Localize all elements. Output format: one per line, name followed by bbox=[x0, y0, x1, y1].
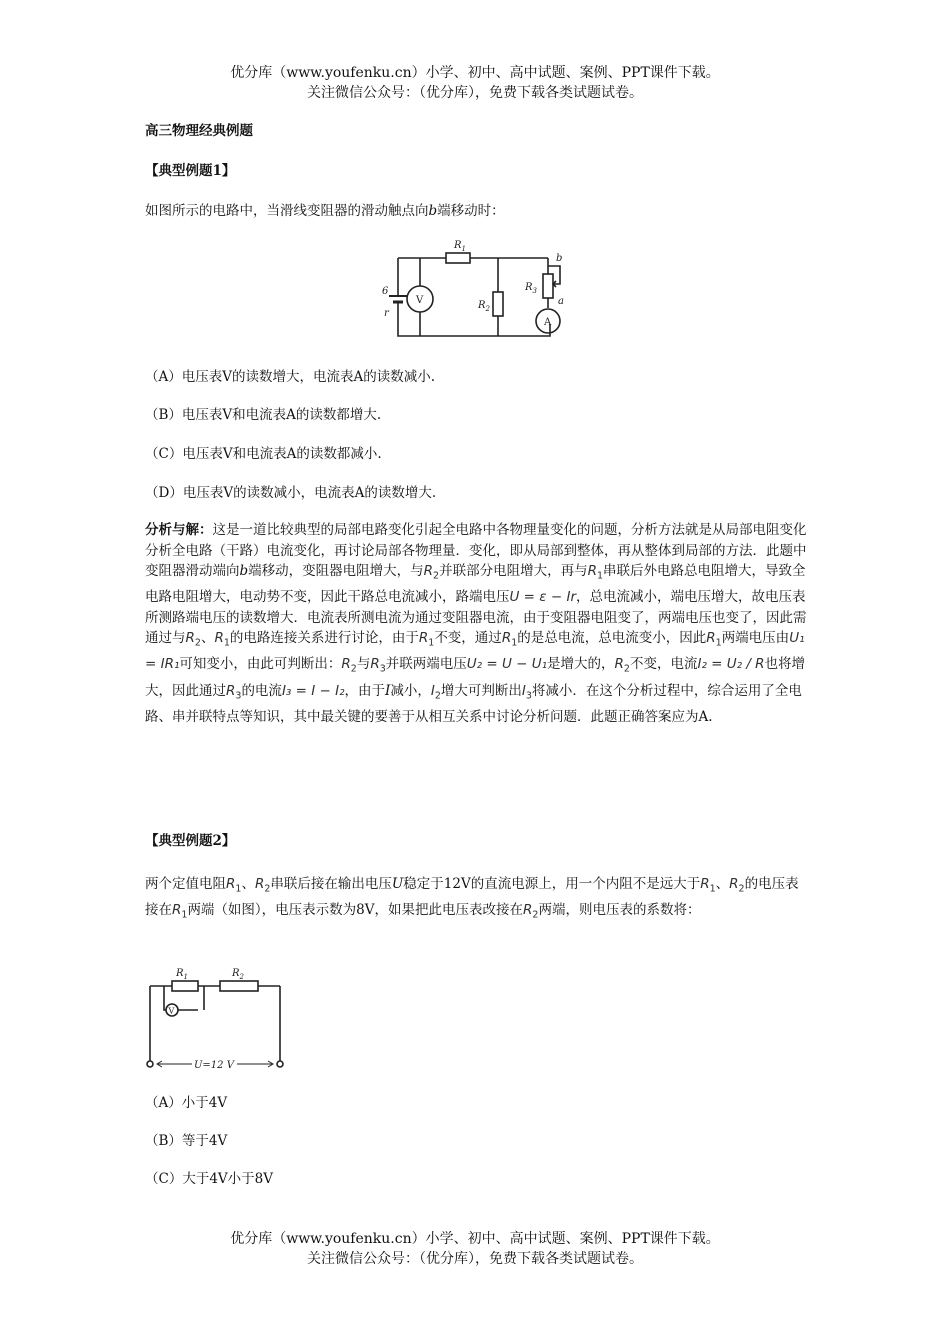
analysis-label: 分析与解： bbox=[145, 522, 213, 538]
ex1-option-c: （C）电压表V和电流表A的读数都减小. bbox=[145, 446, 382, 462]
label-r1-fig2: $R_1$ bbox=[176, 968, 188, 981]
question-var: b bbox=[428, 203, 438, 219]
label-internal-r: r bbox=[384, 308, 389, 319]
equation-i2: I₂ = U₂ / R bbox=[697, 656, 765, 673]
ex2-option-c: （C）大于4V小于8V bbox=[145, 1171, 274, 1187]
ammeter-label: A bbox=[544, 317, 552, 328]
question-text-end: 端移动时： bbox=[437, 203, 505, 219]
ex1-option-d: （D）电压表V的读数减小，电流表A的读数增大. bbox=[145, 485, 437, 501]
voltmeter-label-fig2: V bbox=[168, 1006, 175, 1016]
example-2-heading: 【典型例题2】 bbox=[145, 833, 236, 849]
label-r2-fig2: $R_2$ bbox=[232, 968, 244, 981]
label-r1: $R_1$ bbox=[454, 240, 466, 253]
voltmeter-label: V bbox=[416, 295, 424, 306]
supply-voltage-label: U=12 V bbox=[194, 1060, 234, 1071]
example-1-heading: 【典型例题1】 bbox=[145, 163, 236, 179]
label-b: b bbox=[556, 253, 563, 264]
ex2-option-a: （A）小于4V bbox=[145, 1095, 228, 1111]
circuit-diagram-1 bbox=[370, 236, 580, 354]
ex1-option-b: （B）电压表V和电流表A的读数都增大. bbox=[145, 407, 382, 423]
question-text: 如图所示的电路中，当滑线变阻器的滑动触点向 bbox=[145, 203, 429, 219]
equation-u2: U₂ = U − U₁ bbox=[466, 656, 548, 673]
header-line-1: 优分库（www.youfenku.cn）小学、初中、高中试题、案例、PPT课件下载。 bbox=[230, 65, 720, 81]
label-emf: 6 bbox=[382, 286, 389, 297]
equation-u: U = ε − Ir bbox=[509, 589, 576, 606]
ex2-option-b: （B）等于4V bbox=[145, 1133, 228, 1149]
doc-title: 高三物理经典例题 bbox=[145, 123, 253, 139]
equation-i3: I₃ = I − I₂ bbox=[281, 682, 345, 699]
equation-u1: U₁ = IR₁ bbox=[145, 630, 805, 673]
label-a: a bbox=[558, 296, 564, 307]
label-r3: $R_3$ bbox=[525, 282, 537, 295]
example-2-question: 两个定值电阻$R_1$、$R_2$串联后接在输出电压U稳定于12V的直流电源上，用一个内阻不是远大于$R_1$、$R_2$的电压表接在$R_1$两端（如图），电压表示数为8V，如果把此电压表改接在$R_2$两端，则电压表的系数将： bbox=[145, 876, 799, 921]
ex1-analysis: 分析与解：这是一道比较典型的局部电路变化引起全电路中各物理量变化的问题，分析方法就是从局部电阻变化分析全电路（干路）电流变化，再讨论局部各物理量．变化，即从局部到整体，再从整体到局部的方法．此题中变阻器滑动端向b端移动，变阻器电阻增大，与$R_2$并联部分电阻增大，再与$R_1$串联后外电路总电阻增大，导致全电路电阻增大，电动势不变，因此干路总电流减小，路端电压U = ε − Ir，总电流减小，端电压增大，故电压表所测路端电压的读数增大．电流表所测电流为通过变阻器电流，由于变阻器电阻变了，两端电压也变了，因此需通过与$R_2$、$R_1$的电路连接关系进行讨论，由于$R_1$不变，通过$R_1$的是总电流，总电流变小，因此$R_1$两端电压由U₁ = IR₁可知变小，由此可判断出：$R_2$与$R_3$并联两端电压U₂ = U − U₁是增大的，$R_2$不变，电流I₂ = U₂ / R也将增大，因此通过$R_3$的电流I₃ = I − I₂，由于I减小，$I_2$增大可判断出$I_3$将减小．在这个分析过程中，综合运用了全电路、串并联特点等知识，其中最关键的要善于从相互关系中讨论分析问题．此题正确答案应为A. bbox=[145, 522, 807, 725]
circuit-diagram-2 bbox=[142, 964, 292, 1074]
example-1-question bbox=[145, 202, 810, 220]
header-line-2: 关注微信公众号：（优分库），免费下载各类试题试卷。 bbox=[307, 85, 643, 101]
ex1-option-a: （A）电压表V的读数增大，电流表A的读数减小. bbox=[145, 369, 436, 385]
footer-line-2: 关注微信公众号：（优分库），免费下载各类试题试卷。 bbox=[307, 1251, 643, 1267]
label-r2: $R_2$ bbox=[478, 300, 490, 313]
footer-line-1: 优分库（www.youfenku.cn）小学、初中、高中试题、案例、PPT课件下载。 bbox=[230, 1231, 720, 1247]
